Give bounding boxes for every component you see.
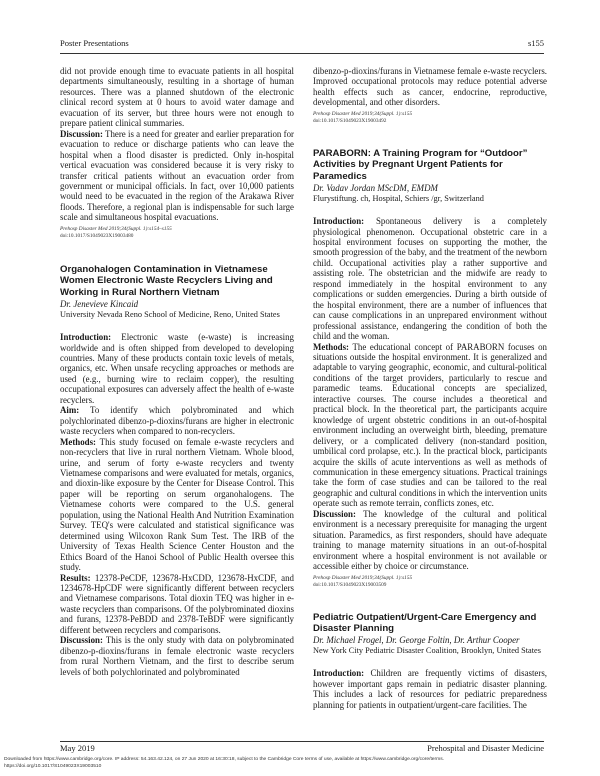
- left-column: [60, 66, 294, 677]
- methods-label: Methods:: [60, 436, 96, 447]
- running-header: [60, 38, 544, 52]
- introduction-label: Introduction:: [60, 332, 112, 343]
- doi-link[interactable]: doi:10.1017/S1049023X19003480: [60, 233, 134, 240]
- discussion-text: There is a need for greater and earlier preparation for evacuation to reduce or discharge patients who can leave the hospital when a flood disaster is predicted. Only in-hospital vertical evacuation was considered because it is very risky to transfer critical patients without an evacuation order from government or municipal officials. In fact, over 10,000 patients would need to be evacuated in the region of the Arakawa River floods. Therefore, a regional plan is indispensable for such large scale and simultaneous hospital evacuations.: [60, 128, 294, 223]
- article3-title: Pediatric Outpatient/Urgent-Care Emergency and Disaster Planning: [313, 611, 537, 635]
- running-footer: [60, 743, 544, 757]
- paragraph-continued: did not provide enough time to evacuate patients in all hospital departments simultaneously, resulting in a shortage of human resources. There was a planned shutdown of the electronic clinical record system at 0 hours to avoid water damage and evacuation of its server, but three hours were not enough to prepare patient clinical summaries.: [60, 66, 294, 129]
- results-paragraph: [60, 573, 294, 636]
- methods-text: This study focused on female e-waste recyclers and non-recyclers that live in rural northern Vietnam. Whole blood, urine, and serum of forty e-waste recyclers and twenty Vietnamese comparisons and were evaluated for metals, organics, and dioxin-like exposure by the Center for Disease Control. This paper will be reporting on serum organohalogens. The Vietnamese cohorts were compared to the U.S. general population, using the National Health And Nutrition Examination Survey. TEQ's were calculated and statistical significance was determined using Wilcoxon Rank Sum Test. The IRB of the University of Texas Health Science Center Houston and the Ethics Board of the Hanoi School of Public Health oversee this study.: [60, 436, 294, 573]
- article2-affiliation: Flurystiftung. ch, Hospital, Schiers /gr, Switzerland: [313, 193, 484, 203]
- article3-introduction-text: Children are frequently victims of disasters, however important gaps remain in pediatric disaster planning. This includes a lack of resources for pediatric preparedness planning for patients in outpatient/urgent-care facilities. The: [313, 668, 547, 710]
- methods-paragraph: [60, 437, 294, 573]
- page-number: s155: [527, 38, 544, 48]
- citation: Prehosp Disaster Med 2019;34(Suppl. 1):s154–s155: [60, 225, 172, 232]
- article2-introduction: [313, 216, 547, 341]
- discussion-paragraph: [60, 129, 294, 223]
- article2-methods: [313, 342, 547, 509]
- footer-rule: [60, 741, 544, 742]
- article-authors: Dr. Jenevieve Kincaid: [60, 298, 139, 309]
- article-affiliation: University Nevada Reno School of Medicine, Reno, United States: [60, 309, 280, 319]
- article2-methods-label: Methods:: [313, 341, 349, 352]
- header-rule: [60, 53, 544, 54]
- results-label: Results:: [60, 572, 91, 583]
- download-line[interactable]: Downloaded from https://www.cambridge.org/core. IP address: 54.163.42.124, on 27 Jun 2020 at 16:30:18, subject to the Cambridge Core terms of use, available at https://www.cambridge.org/core/terms.: [4, 757, 445, 762]
- discussion2-text: This is the only study with data on polybrominated dibenzo-p-dioxins/furans in female electronic waste recyclers from rural Northern Vietnam, and the first to describe serum levels of both polychlorinated and polybrominated: [60, 635, 294, 677]
- article3-authors: Dr. Michael Frogel, Dr. George Foltin, Dr. Arthur Cooper: [313, 634, 520, 645]
- aim-paragraph: [60, 405, 294, 436]
- discussion2-paragraph: [60, 635, 294, 677]
- citation-2: Prehosp Disaster Med 2019;34(Suppl. 1):s155: [313, 574, 413, 581]
- download-notice: [4, 756, 596, 770]
- article2-introduction-label: Introduction:: [313, 216, 365, 227]
- paragraph-continued-right: dibenzo-p-dioxins/furans in Vietnamese female e-waste recyclers. Improved occupational protocols may reduce potential adverse health effects such as cancer, endocrine, reproductive, developmental, and other disorders.: [313, 66, 547, 108]
- right-column: [313, 66, 547, 710]
- introduction-paragraph: [60, 332, 294, 405]
- article2-title: PARABORN: A Training Program for “Outdoor” Activities by Pregnant Urgent Patients for Paramedics: [313, 147, 528, 182]
- article3-affiliation: New York City Pediatric Disaster Coalition, Brooklyn, United States: [313, 645, 541, 655]
- article2-discussion-text: The knowledge of the cultural and political environment is a necessary prerequisite for managing the urgent situation. Paramedics, as first responders, should have adequate training to manage maternity situations in an out-of-hospital environment where a hospital environment is not available or accessible either by choice or circumstance.: [313, 508, 547, 572]
- article-title: Organohalogen Contamination in Vietnamese Women Electronic Waste Recyclers Living and Working in Rural Northern Vietnam: [60, 263, 273, 298]
- article2-discussion-label: Discussion:: [313, 508, 356, 519]
- section-title: Poster Presentations: [60, 38, 129, 48]
- results-text: 12378-PeCDF, 123678-HxCDD, 123678-HxCDF, and 1234678-HpCDF were significantly different between recyclers and Vietnamese comparisons. Total dioxin TEQ was higher in e-waste recyclers than comparisons. Of the polybrominated dioxins and furans, 12378-PeBDD and 2378-TeBDF were significantly different between recyclers and comparisons.: [60, 572, 294, 635]
- article2-authors: Dr. Vadav Jordan MScDM, EMDM: [313, 182, 438, 193]
- discussion-label: Discussion:: [60, 128, 103, 139]
- article3-introduction-label: Introduction:: [313, 668, 365, 679]
- introduction-text: Electronic waste (e-waste) is increasing worldwide and is often shipped from developed to developing countries. Many of these products contain toxic levels of metals, organics, etc. When unsafe recycling approaches or methods are used (e.g., burning wire to reclaim copper), the resulting occupational exposures can adversely affect the health of e-waste recyclers.: [60, 332, 294, 405]
- download-doi[interactable]: https://doi.org/10.1017/S1049023X19003510: [4, 764, 102, 770]
- issue-date: May 2019: [60, 743, 95, 753]
- aim-text: To identify which polybrominated and which polychlorinated dibenzo-p-dioxins/furans are higher in electronic waste recyclers when compared to non-recyclers.: [60, 405, 294, 437]
- aim-label: Aim:: [60, 405, 80, 416]
- discussion2-label: Discussion:: [60, 635, 103, 646]
- citation-1: Prehosp Disaster Med 2019;34(Suppl. 1):s155: [313, 110, 413, 117]
- journal-name: Prehospital and Disaster Medicine: [427, 743, 544, 753]
- article2-discussion: [313, 509, 547, 572]
- article2-introduction-text: Spontaneous delivery is a completely physiological phenomenon. Occupational obstetric care in a hospital environment focuses on supporting the mother, the smooth progression of the baby, and the treatment of the newborn child. Occupational activities play a rather supportive and assisting role. The obstetrician and the midwife are ready to respond immediately in the hospital environment to any complications or sudden emergencies. During a birth outside of the hospital environment, there are a number of influences that can cause complications in an unprepared environment without professional assistance, endangering the condition of both the child and the woman.: [313, 216, 547, 342]
- article2-methods-text: The educational concept of PARABORN focuses on situations outside the hospital environment. It is generalized and adaptable to varying geographic, economic, and cultural-political conditions of the target providers, particularly to rescue and paramedic teams. Educational concepts are specialized, interactive courses. The course includes a theoretical and practical block. In the theoretical part, the participants acquire knowledge of urgent obstetric conditions in an out-of-hospital environment including an overweight birth, bleeding, premature delivery, or a complicated delivery (non-standard position, umbilical cord prolapse, etc.). In the practical block, participants acquire the skills of acute interventions as well as methods of communication in these emergency situations. Practical trainings take the form of case studies and can be tailored to the real geographic and cultural conditions in which the intervention units operate such as remote terrain, conflicts zones, etc.: [313, 341, 547, 509]
- article3-introduction: [313, 668, 547, 710]
- doi-link-2[interactable]: doi:10.1017/S1049023X19003509: [313, 582, 387, 588]
- doi-link-1[interactable]: doi:10.1017/S1049023X19003492: [313, 118, 387, 125]
